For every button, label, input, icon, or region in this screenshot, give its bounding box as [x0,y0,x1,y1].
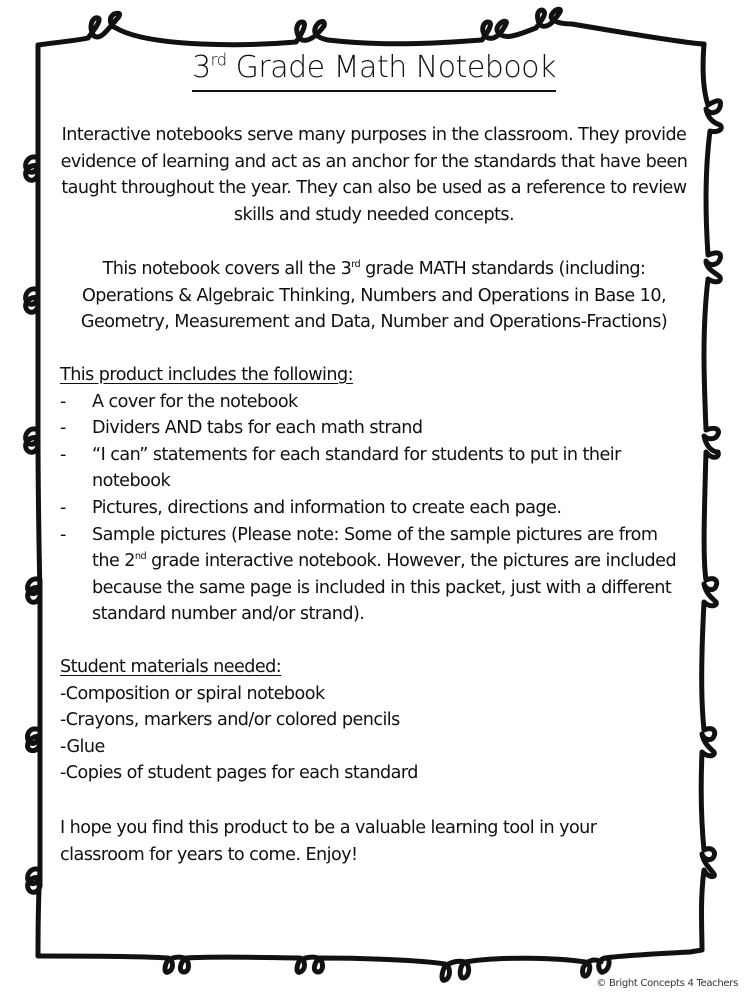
materials-heading: Student materials needed: [60,657,282,677]
material-item: -Crayons, markers and/or colored pencils [60,710,400,731]
list-item: - Dividers AND tabs for each math strand [60,418,423,439]
list-item-sample-pictures: - Sample pictures (Please note: Some of the sample pictures are from the 2nd grade interactive notebook. However, the pictures are included because the same page is included in this packet, just with a different standard number and/or strand). [60,524,677,625]
page-title: 3rd Grade Math Notebook [58,48,690,92]
material-item: -Composition or spiral notebook [60,683,325,704]
list-item: - Pictures, directions and information to create each page. [60,497,562,518]
intro-paragraph: Interactive notebooks serve many purposes in the classroom. They provide evidence of learning and act as an anchor for the standards that have been taught throughout the year. They can also be used as a reference to review skills and study needed concepts. [60,125,688,225]
material-item: -Copies of student pages for each standard [60,763,418,784]
includes-section [60,362,680,628]
standards-paragraph: This notebook covers all the 3rd grade MATH standards (including: Operations & Algebraic Thinking, Numbers and Operations in Base 10, Geometry, Measurement and Data, Number and Operations-Fractions) [80,259,668,333]
material-item: -Glue [60,736,105,757]
copyright-notice: © Bright Concepts 4 Teachers [596,978,738,989]
includes-heading: This product includes the following: [60,365,353,385]
list-item: - A cover for the notebook [60,391,298,412]
materials-section [60,654,418,787]
list-item: - “I can” statements for each standard for students to put in their notebook [60,444,621,492]
closing-paragraph: I hope you find this product to be a valuable learning tool in your classroom for years to come. Enjoy! [60,818,597,865]
